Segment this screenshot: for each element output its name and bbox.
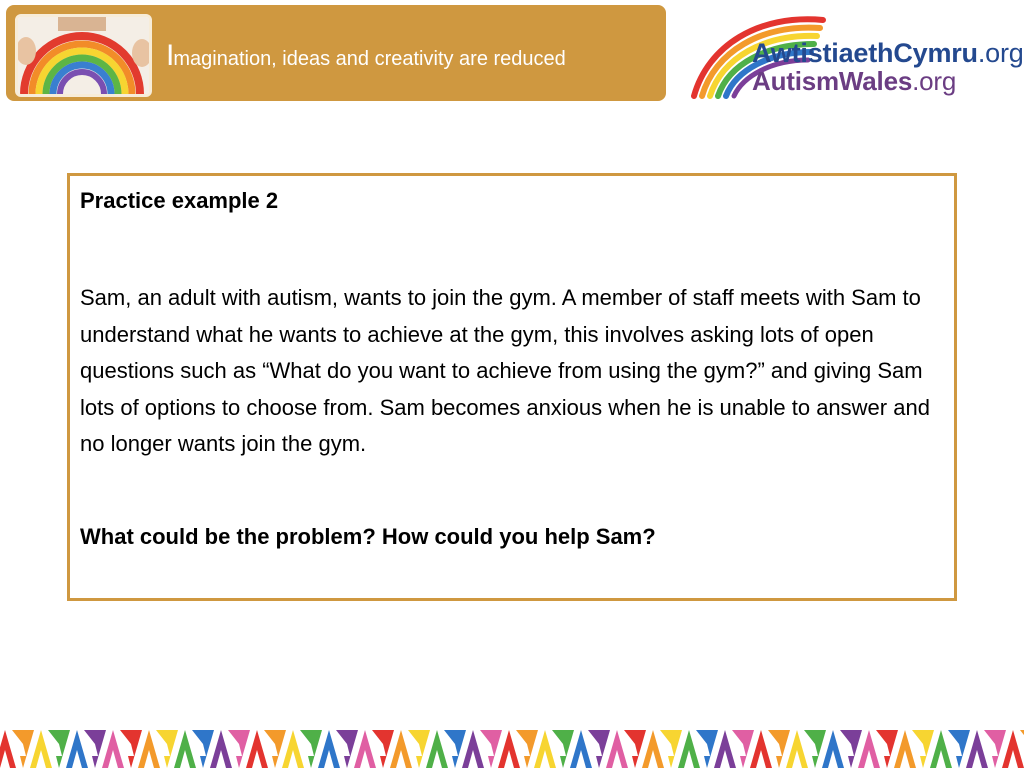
inverted-letter-a-icon bbox=[732, 730, 754, 768]
example-heading: Practice example 2 bbox=[80, 188, 279, 213]
inverted-letter-a-icon bbox=[12, 730, 34, 768]
letter-a-icon bbox=[462, 730, 484, 768]
letter-a-icon bbox=[858, 730, 880, 768]
inverted-letter-a-icon bbox=[156, 730, 178, 768]
inverted-letter-a-icon bbox=[624, 730, 646, 768]
inverted-letter-a-icon bbox=[372, 730, 394, 768]
inverted-letter-a-icon bbox=[444, 730, 466, 768]
letter-a-icon bbox=[318, 730, 340, 768]
page-title bbox=[166, 41, 566, 74]
letter-a-icon bbox=[138, 730, 160, 768]
letter-a-icon bbox=[0, 730, 16, 768]
inverted-letter-a-icon bbox=[120, 730, 142, 768]
logo-tld-welsh: .org bbox=[977, 38, 1024, 68]
letter-a-icon bbox=[102, 730, 124, 768]
inverted-letter-a-icon bbox=[552, 730, 574, 768]
practice-example-box bbox=[67, 173, 957, 601]
inverted-letter-a-icon bbox=[912, 730, 934, 768]
inverted-letter-a-icon bbox=[984, 730, 1006, 768]
inverted-letter-a-icon bbox=[336, 730, 358, 768]
autism-wales-logo bbox=[688, 6, 1024, 102]
letter-a-icon bbox=[570, 730, 592, 768]
letter-a-icon bbox=[786, 730, 808, 768]
child-rainbow-photo-icon bbox=[15, 14, 152, 97]
letter-a-icon bbox=[606, 730, 628, 768]
logo-name-welsh: AwtistiaethCymru bbox=[752, 38, 978, 68]
inverted-letter-a-icon bbox=[876, 730, 898, 768]
letter-a-icon bbox=[642, 730, 664, 768]
letter-a-icon bbox=[174, 730, 196, 768]
inverted-letter-a-icon bbox=[264, 730, 286, 768]
rainbow-letter-strip-icon bbox=[0, 728, 1024, 768]
letter-a-icon bbox=[930, 730, 952, 768]
letter-a-icon bbox=[678, 730, 700, 768]
letter-a-icon bbox=[210, 730, 232, 768]
logo-name-english: AutismWales bbox=[752, 66, 913, 96]
letter-a-icon bbox=[1002, 730, 1024, 768]
letter-a-icon bbox=[66, 730, 88, 768]
inverted-letter-a-icon bbox=[660, 730, 682, 768]
letter-a-icon bbox=[534, 730, 556, 768]
inverted-letter-a-icon bbox=[516, 730, 538, 768]
letter-a-icon bbox=[750, 730, 772, 768]
inverted-letter-a-icon bbox=[840, 730, 862, 768]
header-bar bbox=[6, 5, 666, 101]
page-title-text: magination, ideas and creativity are reduced bbox=[173, 48, 566, 70]
inverted-letter-a-icon bbox=[696, 730, 718, 768]
inverted-letter-a-icon bbox=[480, 730, 502, 768]
letter-a-icon bbox=[966, 730, 988, 768]
inverted-letter-a-icon bbox=[48, 730, 70, 768]
letter-a-icon bbox=[390, 730, 412, 768]
inverted-letter-a-icon bbox=[228, 730, 250, 768]
inverted-letter-a-icon bbox=[84, 730, 106, 768]
letter-a-icon bbox=[30, 730, 52, 768]
inverted-letter-a-icon bbox=[768, 730, 790, 768]
letter-a-icon bbox=[426, 730, 448, 768]
letter-a-icon bbox=[894, 730, 916, 768]
letter-a-icon bbox=[246, 730, 268, 768]
inverted-letter-a-icon bbox=[300, 730, 322, 768]
inverted-letter-a-icon bbox=[948, 730, 970, 768]
letter-a-icon bbox=[498, 730, 520, 768]
inverted-letter-a-icon bbox=[192, 730, 214, 768]
inverted-letter-a-icon bbox=[804, 730, 826, 768]
letter-a-icon bbox=[282, 730, 304, 768]
letter-a-icon bbox=[714, 730, 736, 768]
letter-a-icon bbox=[822, 730, 844, 768]
logo-text-welsh bbox=[752, 38, 1024, 69]
logo-tld-english: .org bbox=[912, 66, 957, 96]
page-title-initial: I bbox=[166, 39, 174, 72]
scenario-text: Sam, an adult with autism, wants to join the gym. A member of staff meets with Sam to understand what he wants to achieve at the gym, this involves asking lots of open questions such as “What do you want to achieve from using the gym?” and giving Sam lots of options to choose from. Sam becomes anxious when he is unable to answer and no longer wants join the gym. bbox=[80, 285, 930, 456]
discussion-question: What could be the problem? How could you help Sam? bbox=[80, 523, 656, 549]
logo-text-english bbox=[752, 66, 956, 97]
inverted-letter-a-icon bbox=[408, 730, 430, 768]
letter-a-icon bbox=[354, 730, 376, 768]
inverted-letter-a-icon bbox=[588, 730, 610, 768]
